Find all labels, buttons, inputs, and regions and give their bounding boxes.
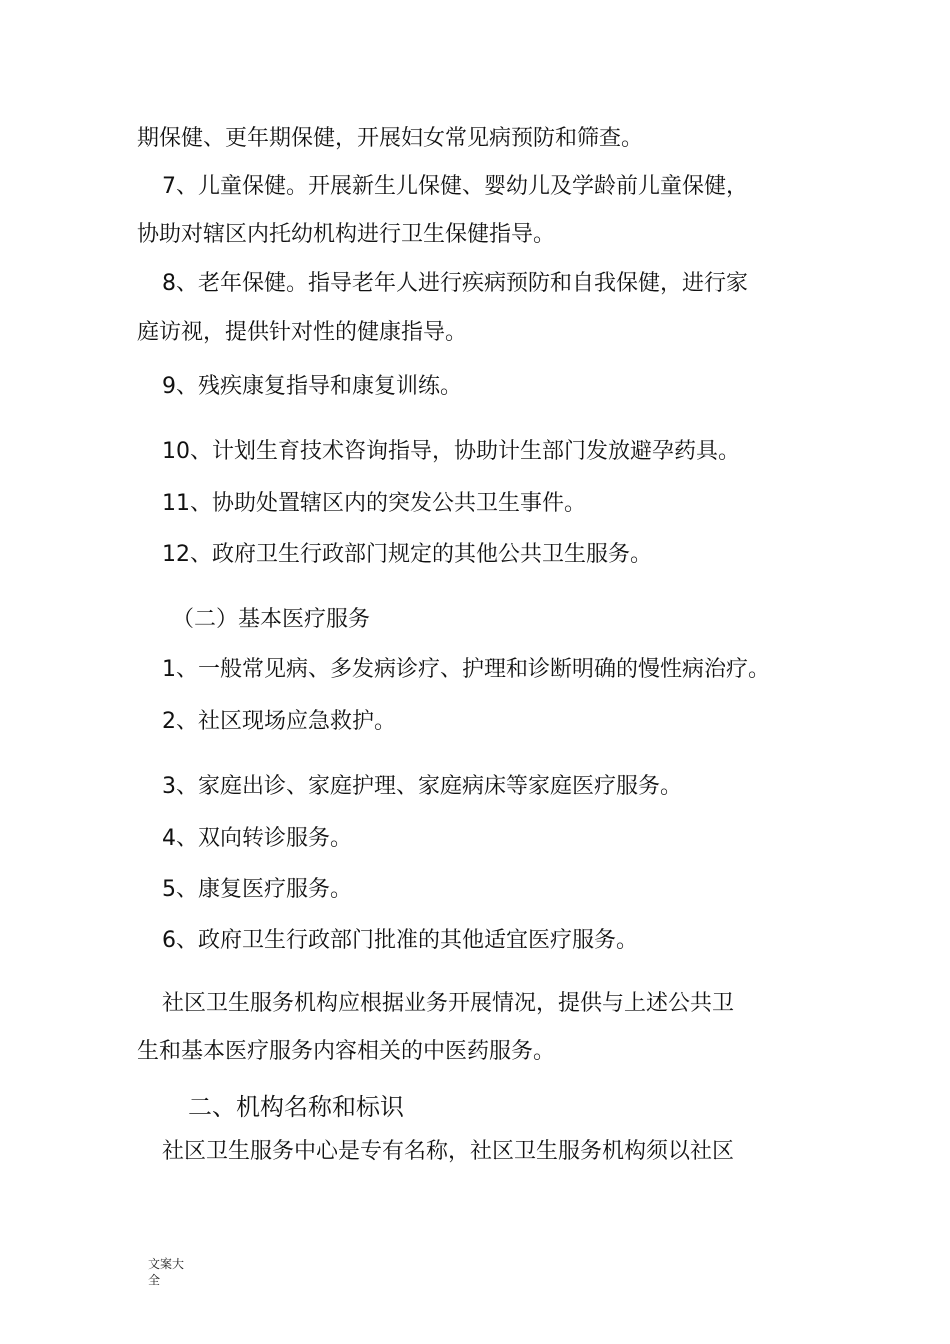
- paragraph-line: 社区卫生服务机构应根据业务开展情况，提供与上述公共卫: [162, 991, 735, 1016]
- paragraph-line: 期保健、更年期保健，开展妇女常见病预防和筛查。: [137, 126, 644, 151]
- list-item-line: 9、残疾康复指导和康复训练。: [162, 374, 462, 399]
- footer-text-line: 文案大: [148, 1257, 185, 1271]
- list-item-line: 7、儿童保健。开展新生儿保健、婴幼儿及学龄前儿童保健，: [162, 174, 748, 199]
- paragraph-line: 庭访视，提供针对性的健康指导。: [137, 320, 468, 345]
- paragraph-line: 协助对辖区内托幼机构进行卫生保健指导。: [137, 222, 556, 247]
- page-footer: [148, 1256, 198, 1288]
- list-item-line: 6、政府卫生行政部门批准的其他适宜医疗服务。: [162, 928, 638, 953]
- footer-text-line: 全: [148, 1273, 161, 1287]
- list-item-line: 11、协助处置辖区内的突发公共卫生事件。: [162, 491, 586, 516]
- list-item-line: 5、康复医疗服务。: [162, 877, 352, 902]
- section-heading: 二、机构名称和标识: [188, 1093, 404, 1121]
- list-item-line: 4、双向转诊服务。: [162, 826, 352, 851]
- paragraph-line: 社区卫生服务中心是专有名称，社区卫生服务机构须以社区: [162, 1139, 735, 1164]
- list-item-line: 1、一般常见病、多发病诊疗、护理和诊断明确的慢性病治疗。: [162, 657, 770, 682]
- list-item-line: 2、社区现场应急救护。: [162, 709, 396, 734]
- list-item-line: 10、计划生育技术咨询指导，协助计生部门发放避孕药具。: [162, 439, 740, 464]
- list-item-line: 12、政府卫生行政部门规定的其他公共卫生服务。: [162, 542, 652, 567]
- paragraph-line: 生和基本医疗服务内容相关的中医药服务。: [137, 1039, 556, 1064]
- list-item-line: 3、家庭出诊、家庭护理、家庭病床等家庭医疗服务。: [162, 774, 682, 799]
- list-item-line: 8、老年保健。指导老年人进行疾病预防和自我保健，进行家: [162, 271, 748, 296]
- section-subheading: （二）基本医疗服务: [172, 607, 371, 632]
